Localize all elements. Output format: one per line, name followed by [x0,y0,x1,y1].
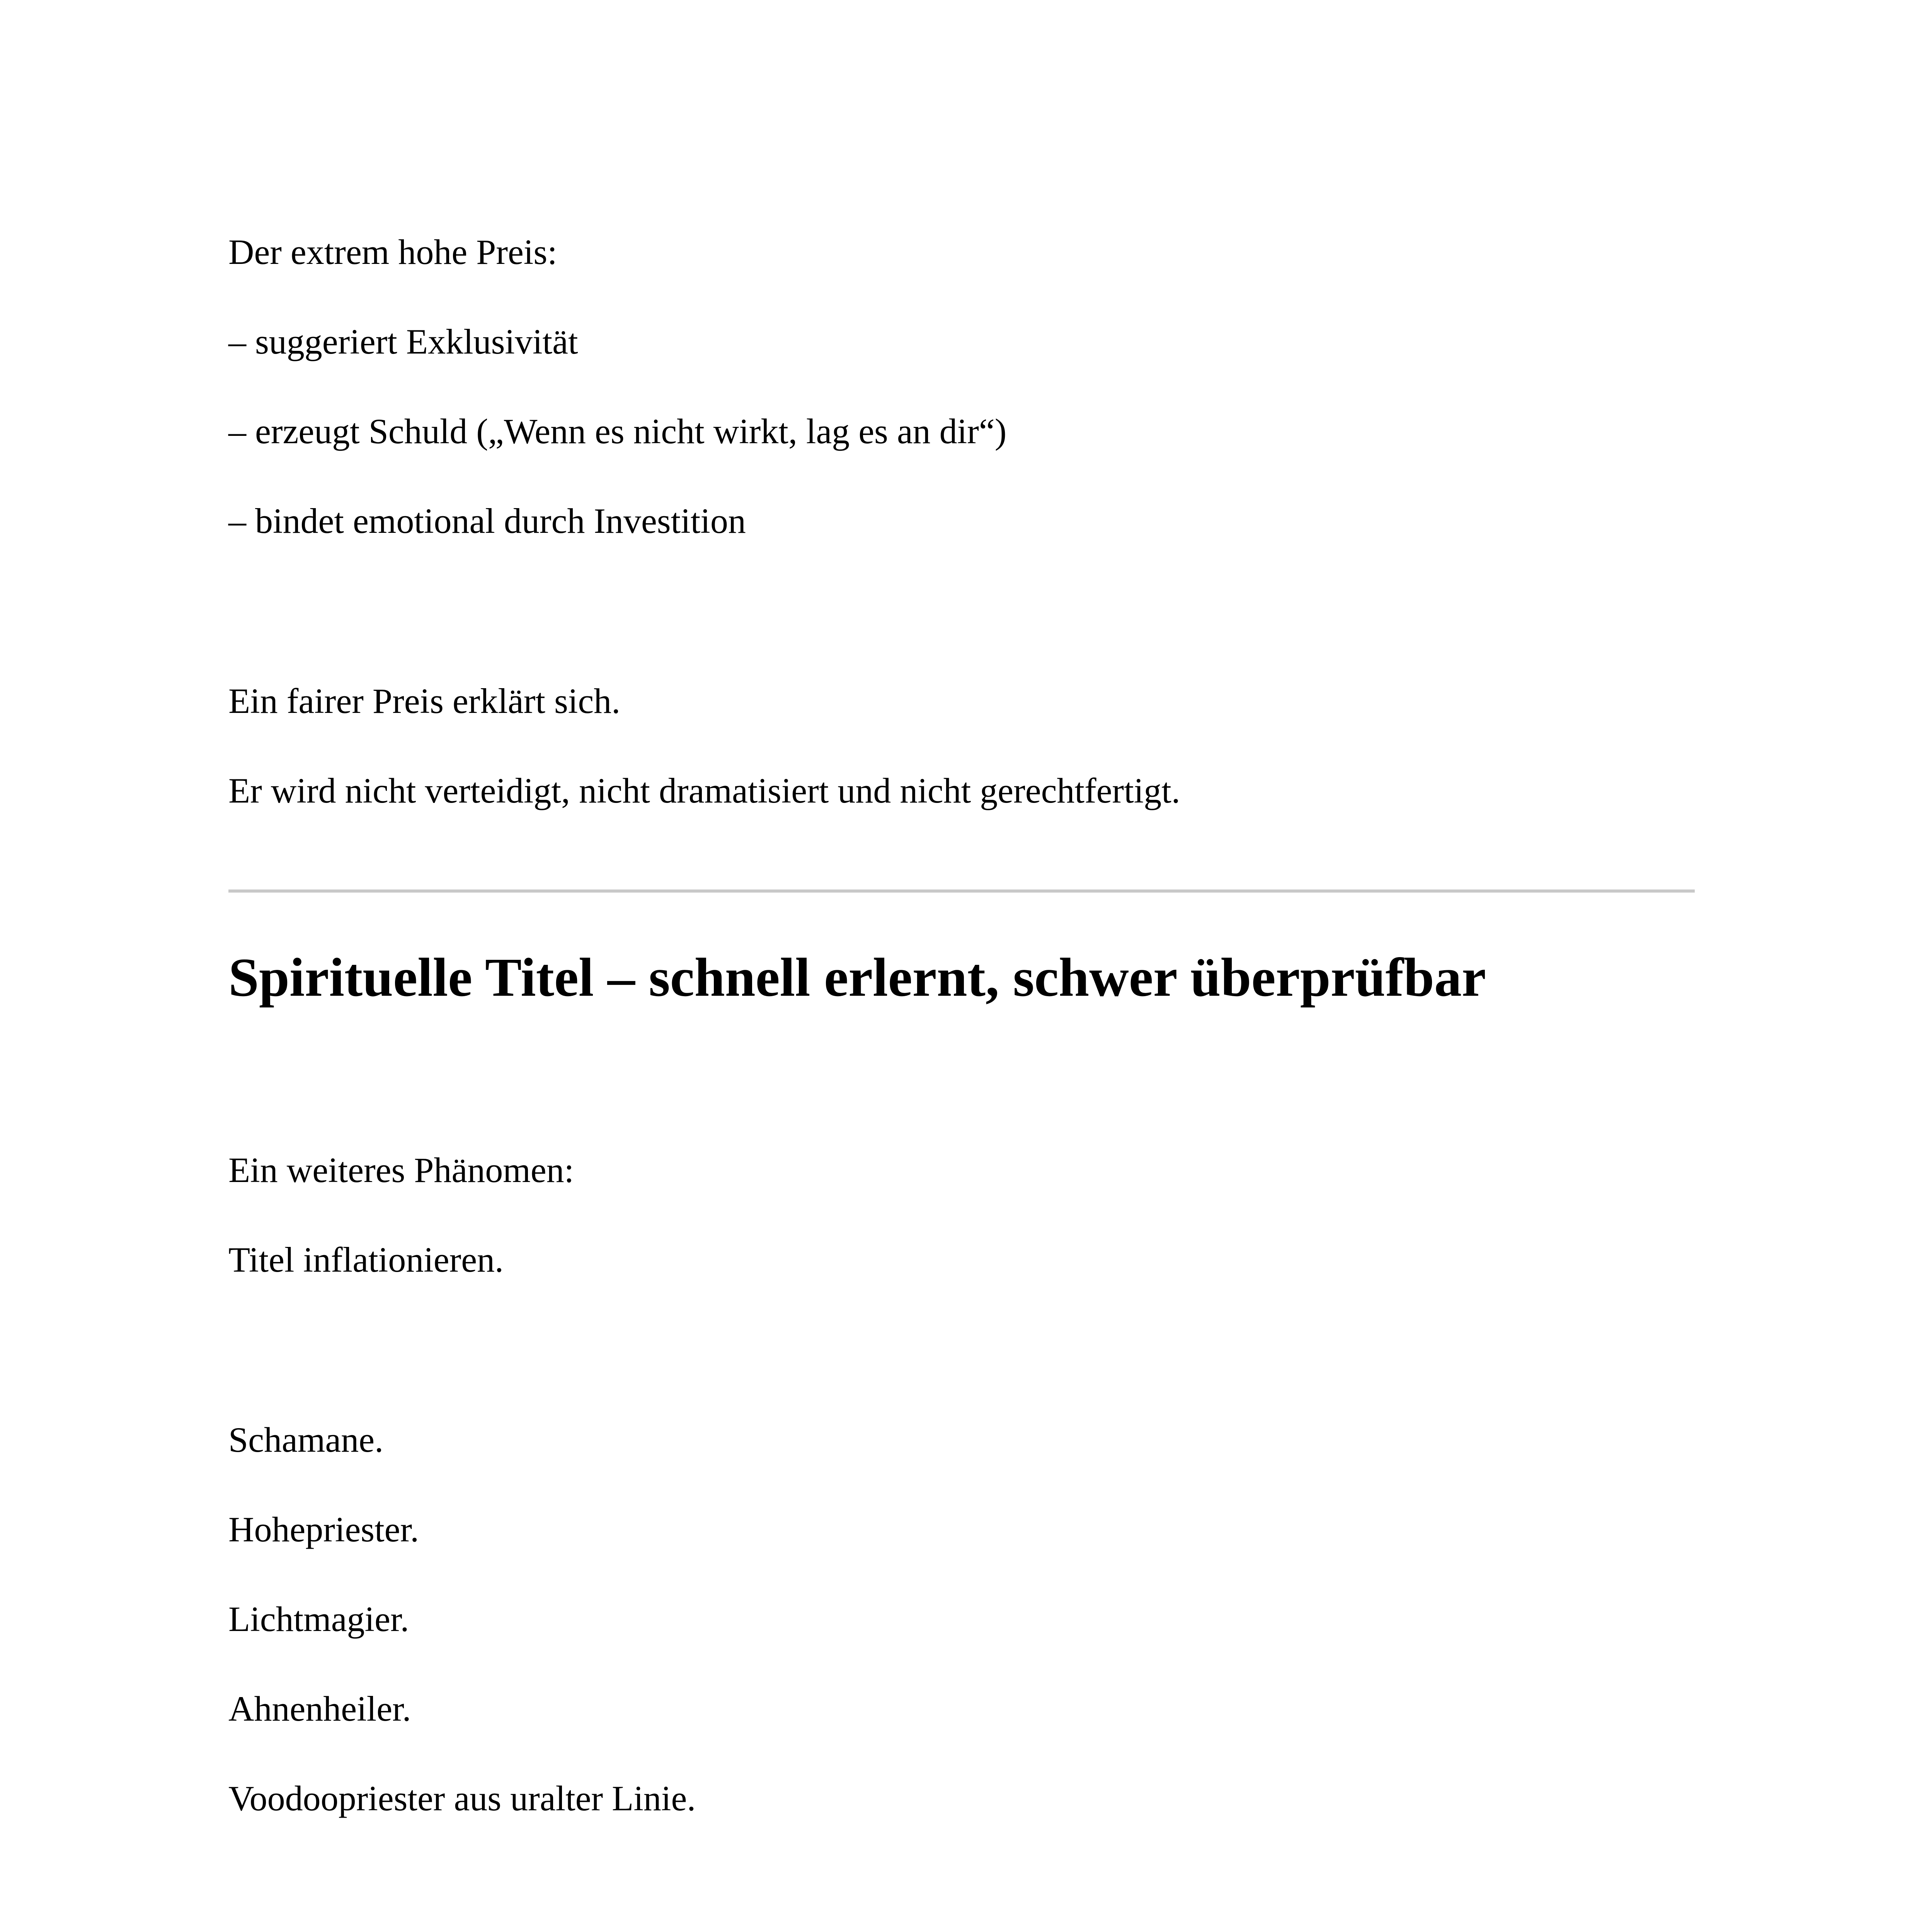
title-item-shaman: Schamane. [228,1420,384,1459]
title-item-light-mage: Lichtmagier. [228,1599,409,1639]
title-item-voodoo-priest: Voodoopriester aus uralter Linie. [228,1779,696,1818]
title-item-ancestor-healer: Ahnenheiler. [228,1689,411,1728]
fair-price-statement: Ein fairer Preis erklärt sich. [228,681,621,721]
price-lead: Der extrem hohe Preis: [228,232,557,272]
section-heading: Spirituelle Titel – schnell erlernt, schwer überprüfbar [228,947,1486,1008]
section-divider [228,889,1695,893]
title-item-high-priest: Hohepriester. [228,1510,419,1549]
price-item-investment: – bindet emotional durch Investition [228,501,746,541]
phenomenon-lead: Ein weiteres Phänomen: [228,1150,574,1190]
price-item-exclusivity: – suggeriert Exklusivität [228,322,578,361]
price-item-guilt: – erzeugt Schuld („Wenn es nicht wirkt, lag es an dir“) [228,412,1007,451]
phenomenon-text: Titel inflationieren. [228,1240,504,1279]
fair-price-explanation: Er wird nicht verteidigt, nicht dramatisiert und nicht gerechtfertigt. [228,771,1180,810]
